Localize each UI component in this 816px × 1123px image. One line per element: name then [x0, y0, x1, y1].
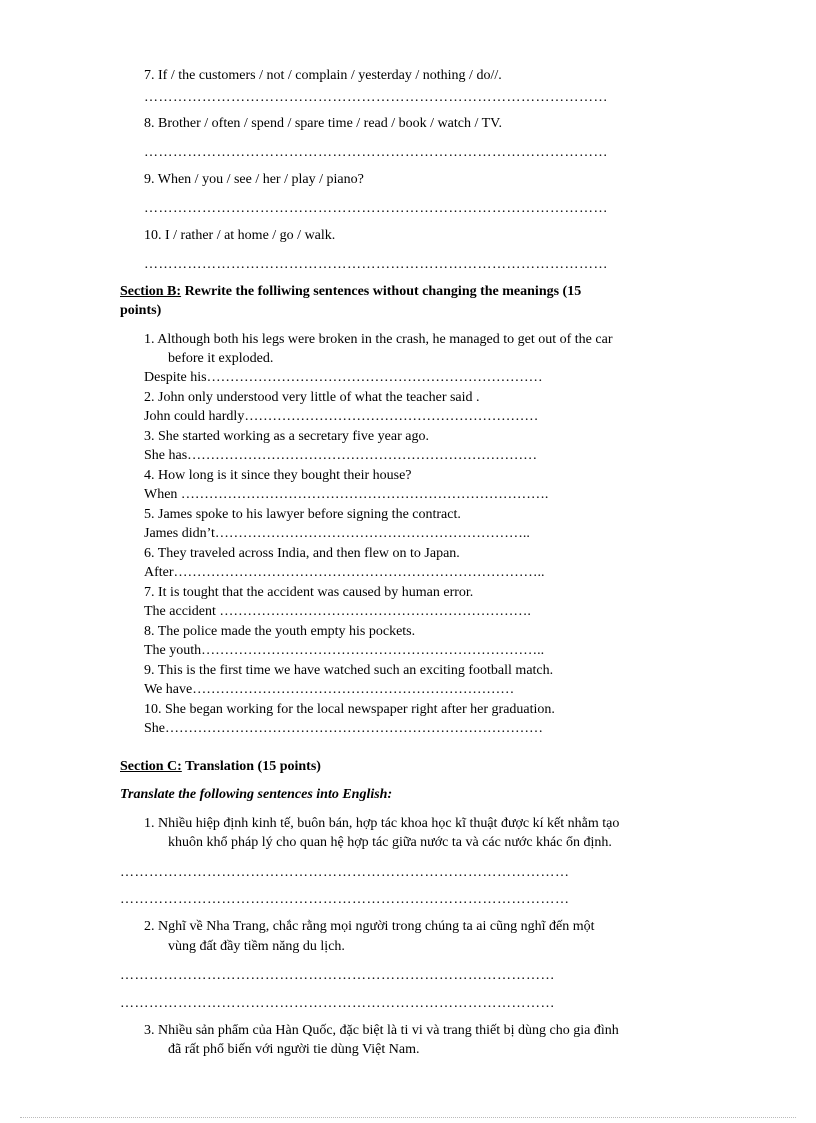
question-b1: 1. Although both his legs were broken in the crash, he managed to get out of the car: [144, 332, 613, 347]
answer-line-c1-2[interactable]: …………………………………………………………………………………: [120, 892, 570, 907]
answer-line-b2[interactable]: John could hardly………………………………………………………: [144, 409, 539, 424]
question-b9: 9. This is the first time we have watched such an exciting football match.: [144, 663, 554, 678]
answer-line-b10[interactable]: She………………………………………………………………………: [144, 721, 543, 736]
section-b-title: Rewrite the folliwing sentences without changing the meanings (15: [181, 284, 582, 299]
answer-line-a7[interactable]: ……………………………………………………………………………………: [144, 90, 608, 105]
question-c1-cont: khuôn khổ pháp lý cho quan hệ hợp tác giữa nước ta và các nước khác ổn định.: [168, 835, 612, 850]
section-b-title-cont: points): [120, 303, 162, 318]
question-b10: 10. She began working for the local newspaper right after her graduation.: [144, 702, 555, 717]
answer-line-b5[interactable]: James didn’t…………………………………………………………..: [144, 526, 530, 541]
question-b3: 3. She started working as a secretary five year ago.: [144, 429, 429, 444]
question-b1-cont: before it exploded.: [168, 351, 274, 366]
section-c-title: Translation (15 points): [181, 759, 321, 774]
page-bottom-divider: [20, 1117, 796, 1118]
answer-line-a8[interactable]: ……………………………………………………………………………………: [144, 145, 608, 160]
section-c-instruction: Translate the following sentences into English:: [120, 787, 393, 802]
section-b-label: Section B:: [120, 284, 182, 299]
answer-line-c2-2[interactable]: ………………………………………………………………………………: [120, 996, 555, 1011]
question-a9: 9. When / you / see / her / play / piano?: [144, 172, 364, 187]
question-b8: 8. The police made the youth empty his pockets.: [144, 624, 416, 639]
section-b-heading: [120, 283, 581, 301]
answer-line-c2-1[interactable]: ………………………………………………………………………………: [120, 968, 555, 983]
question-a7: 7. If / the customers / not / complain / yesterday / nothing / do//.: [144, 68, 502, 83]
question-b6: 6. They traveled across India, and then flew on to Japan.: [144, 546, 460, 561]
answer-line-b3[interactable]: She has…………………………………………………………………: [144, 448, 538, 463]
question-b7: 7. It is tought that the accident was caused by human error.: [144, 585, 474, 600]
question-c2: 2. Nghĩ về Nha Trang, chắc rằng mọi người trong chúng ta ai cũng nghĩ đến một: [144, 919, 595, 934]
question-b2: 2. John only understood very little of what the teacher said .: [144, 390, 480, 405]
question-b5: 5. James spoke to his lawyer before signing the contract.: [144, 507, 461, 522]
answer-line-b4[interactable]: When …………………………………………………………………….: [144, 487, 549, 502]
question-a10: 10. I / rather / at home / go / walk.: [144, 228, 336, 243]
question-c1: 1. Nhiều hiệp định kinh tế, buôn bán, hợp tác khoa học kĩ thuật được kí kết nhằm tạo: [144, 816, 620, 831]
section-c-label: Section C:: [120, 759, 182, 774]
answer-line-b9[interactable]: We have……………………………………………………………: [144, 682, 515, 697]
answer-line-c1-1[interactable]: …………………………………………………………………………………: [120, 865, 570, 880]
question-c2-cont: vùng đất đầy tiềm năng du lịch.: [168, 939, 345, 954]
answer-line-b8[interactable]: The youth………………………………………………………………..: [144, 643, 545, 658]
answer-line-b7[interactable]: The accident ………………………………………………………….: [144, 604, 531, 619]
section-c-heading: [120, 758, 321, 776]
question-c3: 3. Nhiều sản phẩm của Hàn Quốc, đặc biệt là ti vi và trang thiết bị dùng cho gia đình: [144, 1023, 619, 1038]
answer-line-b1[interactable]: Despite his………………………………………………………………: [144, 370, 543, 385]
answer-line-a10[interactable]: ……………………………………………………………………………………: [144, 257, 608, 272]
answer-line-b6[interactable]: After……………………………………………………………………..: [144, 565, 545, 580]
answer-line-a9[interactable]: ……………………………………………………………………………………: [144, 201, 608, 216]
question-a8: 8. Brother / often / spend / spare time / read / book / watch / TV.: [144, 116, 502, 131]
question-c3-cont: đã rất phổ biến với người tie dùng Việt Nam.: [168, 1042, 420, 1057]
question-b4: 4. How long is it since they bought their house?: [144, 468, 412, 483]
